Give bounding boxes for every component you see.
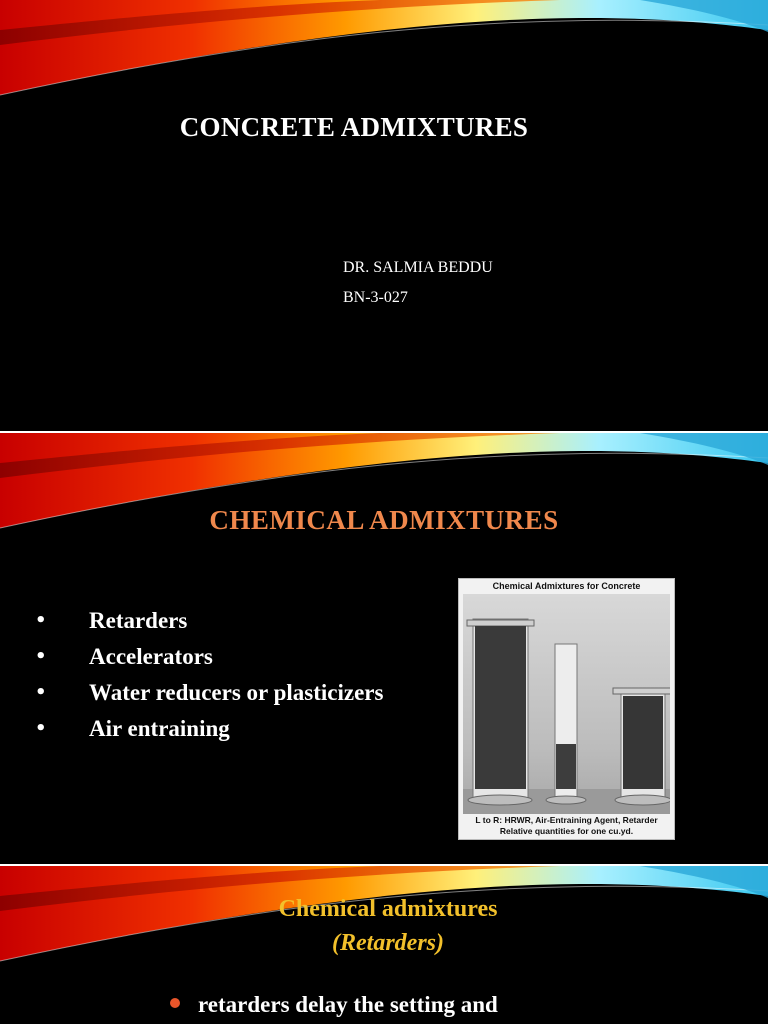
- slide-title: CONCRETE ADMIXTURES: [179, 112, 529, 142]
- slide-2: [0, 433, 768, 864]
- decorative-swoosh: [0, 0, 768, 110]
- list-item-label: Air entraining: [89, 716, 230, 741]
- list-item: [32, 711, 383, 747]
- photo-caption-bottom: [459, 815, 674, 837]
- bullet-icon: •: [35, 610, 47, 631]
- author-block: [343, 253, 493, 313]
- list-item: [32, 639, 383, 675]
- bullet-icon: •: [35, 718, 47, 739]
- bullet-list: [32, 603, 383, 747]
- bullet-icon: •: [35, 646, 47, 667]
- list-item-label: Accelerators: [89, 644, 213, 669]
- slide-title: CHEMICAL ADMIXTURES: [209, 505, 559, 535]
- cylinders-illustration: [463, 594, 670, 814]
- slide-1: [0, 0, 768, 431]
- admixture-photo: [458, 578, 675, 840]
- list-item-label: Retarders: [89, 608, 188, 633]
- photo-caption-line: Relative quantities for one cu.yd.: [499, 826, 634, 836]
- photo-caption-top: Chemical Admixtures for Concrete: [492, 581, 641, 591]
- list-item: [32, 675, 383, 711]
- slide-subtitle: (Retarders): [332, 930, 444, 956]
- list-item-label: retarders delay the setting and: [198, 992, 498, 1017]
- slide-3: [0, 866, 768, 1024]
- list-item-label: Water reducers or plasticizers: [89, 680, 384, 705]
- slide-title: Chemical admixtures: [278, 896, 498, 922]
- bullet-dot-icon: [170, 998, 180, 1008]
- graduated-cylinders-image: [463, 594, 670, 814]
- list-item: [170, 992, 498, 1018]
- author-name: DR. SALMIA BEDDU: [343, 259, 493, 276]
- office-room: BN-3-027: [343, 289, 408, 306]
- bullet-icon: •: [35, 682, 47, 703]
- photo-caption-line: L to R: HRWR, Air-Entraining Agent, Retarder: [475, 815, 658, 825]
- list-item: [32, 603, 383, 639]
